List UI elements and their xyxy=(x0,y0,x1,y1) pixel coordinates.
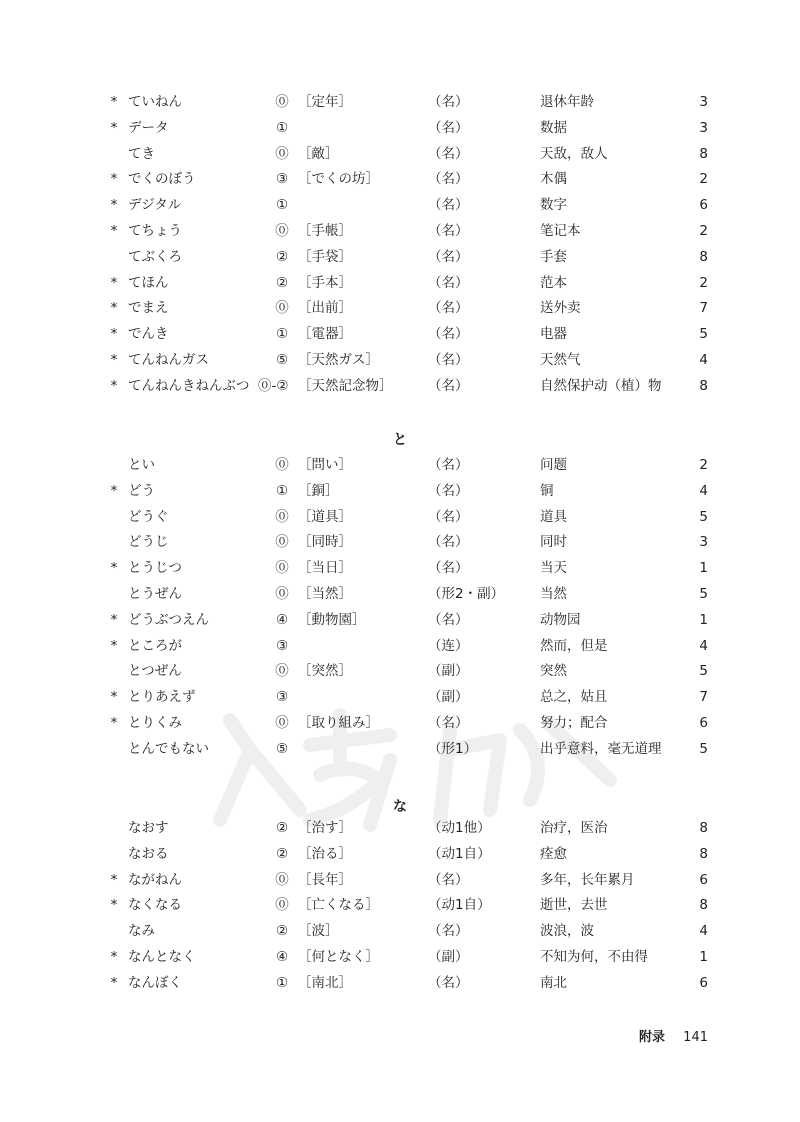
entry-accent: ⓪ xyxy=(275,145,289,162)
entry-meaning: 不知为何，不由得 xyxy=(540,949,648,965)
entry-meaning: 治疗，医治 xyxy=(540,820,608,836)
entry-kana: てんねんガス xyxy=(128,352,209,368)
entry-meaning: 出乎意料，毫无道理 xyxy=(540,740,662,757)
entry-lesson: 1 xyxy=(699,560,708,577)
entry-lesson: 4 xyxy=(699,482,708,499)
entry-lesson: 6 xyxy=(699,871,708,888)
entry-kana: なくなる xyxy=(128,897,182,914)
entry-kana: てほん xyxy=(128,274,169,291)
entry-part-of-speech: （名） xyxy=(428,611,469,628)
entry-lesson: 4 xyxy=(699,637,708,654)
entry-kanji: ［突然］ xyxy=(298,663,352,680)
entry-meaning: 总之，姑且 xyxy=(540,689,608,706)
entry-kana: どうぶつえん xyxy=(128,611,209,628)
glossary-entry xyxy=(0,115,800,141)
entry-part-of-speech: （名） xyxy=(428,248,469,265)
entry-star-mark: * xyxy=(110,377,118,394)
entry-kanji: ［治す］ xyxy=(298,820,352,836)
glossary-entry xyxy=(0,736,800,762)
entry-lesson: 8 xyxy=(699,145,708,162)
entry-meaning: 笔记本 xyxy=(540,223,581,239)
entry-kana: てちょう xyxy=(128,223,182,239)
entry-lesson: 7 xyxy=(699,689,708,706)
entry-lesson: 5 xyxy=(699,740,708,757)
entry-meaning: 自然保护动（植）物 xyxy=(540,377,662,394)
entry-star-mark: * xyxy=(110,197,118,214)
entry-star-mark: * xyxy=(110,326,118,343)
entry-kanji: ［銅］ xyxy=(298,482,339,499)
entry-lesson: 3 xyxy=(699,94,708,110)
glossary-entry xyxy=(0,192,800,218)
entry-kana: でんき xyxy=(128,326,169,343)
entry-meaning: 努力；配合 xyxy=(540,715,608,731)
entry-accent: ① xyxy=(275,326,289,343)
entry-meaning: 电器 xyxy=(540,326,567,343)
entry-kanji: ［波］ xyxy=(298,923,339,940)
entry-kanji: ［電器］ xyxy=(298,326,352,343)
entry-kanji: ［同時］ xyxy=(298,534,352,551)
entry-accent: ② xyxy=(275,845,289,862)
entry-accent: ⓪ xyxy=(275,223,289,239)
glossary-entry xyxy=(0,347,800,373)
entry-lesson: 5 xyxy=(699,586,708,602)
entry-accent: ⓪ xyxy=(275,534,289,551)
glossary-entry xyxy=(0,166,800,192)
entry-part-of-speech: （动1自） xyxy=(428,845,491,862)
entry-kana: なんとなく xyxy=(128,949,196,965)
glossary-entry xyxy=(0,658,800,684)
glossary-entry xyxy=(0,270,800,296)
entry-star-mark: * xyxy=(110,897,118,914)
entry-part-of-speech: （动1自） xyxy=(428,897,491,914)
entry-meaning: 木偶 xyxy=(540,171,567,188)
entry-part-of-speech: （名） xyxy=(428,94,469,110)
entry-lesson: 5 xyxy=(699,508,708,525)
entry-kana: とい xyxy=(128,457,155,473)
entry-part-of-speech: （名） xyxy=(428,119,469,136)
entry-lesson: 8 xyxy=(699,377,708,394)
entry-kana: なおる xyxy=(128,845,169,862)
entry-part-of-speech: （动1他） xyxy=(428,820,491,836)
entry-kanji: ［天然記念物］ xyxy=(298,377,393,394)
entry-part-of-speech: （名） xyxy=(428,508,469,525)
entry-lesson: 3 xyxy=(699,119,708,136)
glossary-entry xyxy=(0,218,800,244)
entry-kanji: ［亡くなる］ xyxy=(298,897,379,914)
entry-lesson: 2 xyxy=(699,223,708,239)
entry-accent: ④ xyxy=(275,949,289,965)
entry-meaning: 手套 xyxy=(540,248,567,265)
glossary-entry xyxy=(0,918,800,944)
entry-part-of-speech: （名） xyxy=(428,300,469,317)
entry-accent: ③ xyxy=(275,689,289,706)
entry-accent: ② xyxy=(275,820,289,836)
entry-part-of-speech: （名） xyxy=(428,352,469,368)
entry-part-of-speech: （副） xyxy=(428,663,469,680)
glossary-entry xyxy=(0,504,800,530)
entry-accent: ④ xyxy=(275,611,289,628)
entry-kanji: ［でくの坊］ xyxy=(298,171,379,188)
entry-kana: ながねん xyxy=(128,871,182,888)
glossary-entry xyxy=(0,633,800,659)
entry-part-of-speech: （名） xyxy=(428,223,469,239)
glossary-entry xyxy=(0,867,800,893)
entry-kana: ところが xyxy=(128,637,182,654)
entry-kanji: ［定年］ xyxy=(298,94,352,110)
entry-meaning: 多年，长年累月 xyxy=(540,871,635,888)
entry-star-mark: * xyxy=(110,352,118,368)
entry-part-of-speech: （名） xyxy=(428,482,469,499)
entry-kanji: ［治る］ xyxy=(298,845,352,862)
entry-lesson: 2 xyxy=(699,274,708,291)
entry-kana: どう xyxy=(128,482,155,499)
glossary-entry xyxy=(0,141,800,167)
entry-meaning: 铜 xyxy=(540,482,554,499)
entry-part-of-speech: （名） xyxy=(428,974,469,991)
entry-lesson: 6 xyxy=(699,197,708,214)
entry-meaning: 南北 xyxy=(540,974,567,991)
entry-kana: とりくみ xyxy=(128,715,182,731)
entry-meaning: 天然气 xyxy=(540,352,581,368)
entry-lesson: 8 xyxy=(699,897,708,914)
entry-meaning: 突然 xyxy=(540,663,567,680)
entry-accent: ② xyxy=(275,923,289,940)
entry-star-mark: * xyxy=(110,274,118,291)
entry-kana: なんぼく xyxy=(128,974,182,991)
entry-part-of-speech: （名） xyxy=(428,534,469,551)
glossary-entry xyxy=(0,89,800,115)
entry-part-of-speech: （形1） xyxy=(428,740,478,757)
entry-lesson: 1 xyxy=(699,611,708,628)
entry-kana: なみ xyxy=(128,923,155,940)
entry-kana: とんでもない xyxy=(128,740,209,757)
entry-kana: どうぐ xyxy=(128,508,169,525)
entry-accent: ⓪ xyxy=(275,94,289,110)
entry-kanji: ［手帳］ xyxy=(298,223,352,239)
entry-meaning: 范本 xyxy=(540,274,567,291)
entry-accent: ① xyxy=(275,119,289,136)
entry-star-mark: * xyxy=(110,689,118,706)
entry-part-of-speech: （名） xyxy=(428,923,469,940)
entry-lesson: 2 xyxy=(699,457,708,473)
entry-lesson: 6 xyxy=(699,715,708,731)
entry-lesson: 6 xyxy=(699,974,708,991)
section-heading: と xyxy=(393,432,407,448)
glossary-entry xyxy=(0,581,800,607)
entry-accent: ⓪ xyxy=(275,508,289,525)
entry-accent: ③ xyxy=(275,637,289,654)
entry-star-mark: * xyxy=(110,223,118,239)
entry-kana: とうぜん xyxy=(128,586,182,602)
entry-kanji: ［道具］ xyxy=(298,508,352,525)
entry-kanji: ［動物園］ xyxy=(298,611,366,628)
entry-star-mark: * xyxy=(110,119,118,136)
entry-part-of-speech: （名） xyxy=(428,197,469,214)
entry-kanji: ［南北］ xyxy=(298,974,352,991)
entry-meaning: 退休年龄 xyxy=(540,94,594,110)
entry-kana: とりあえず xyxy=(128,689,196,706)
entry-star-mark: * xyxy=(110,871,118,888)
glossary-entry xyxy=(0,815,800,841)
entry-kanji: ［長年］ xyxy=(298,871,352,888)
entry-lesson: 8 xyxy=(699,845,708,862)
entry-part-of-speech: （名） xyxy=(428,274,469,291)
entry-kana: でまえ xyxy=(128,300,169,317)
entry-kana: とうじつ xyxy=(128,560,182,577)
entry-part-of-speech: （名） xyxy=(428,457,469,473)
entry-star-mark: * xyxy=(110,300,118,317)
entry-accent: ⓪ xyxy=(275,586,289,602)
entry-kana: てぶくろ xyxy=(128,248,182,265)
entry-part-of-speech: （名） xyxy=(428,560,469,577)
entry-meaning: 道具 xyxy=(540,508,567,525)
entry-kana: ていねん xyxy=(128,94,182,110)
entry-accent: ⓪ xyxy=(275,300,289,317)
entry-meaning: 同时 xyxy=(540,534,567,551)
glossary-entry xyxy=(0,892,800,918)
entry-meaning: 然而，但是 xyxy=(540,637,608,654)
entry-accent: ⓪-② xyxy=(258,377,289,394)
entry-meaning: 逝世，去世 xyxy=(540,897,608,914)
page-footer xyxy=(639,1028,708,1048)
entry-meaning: 数据 xyxy=(540,119,567,136)
entry-lesson: 4 xyxy=(699,923,708,940)
entry-accent: ③ xyxy=(275,171,289,188)
entry-meaning: 送外卖 xyxy=(540,300,581,317)
entry-meaning: 天敌，敌人 xyxy=(540,145,608,162)
glossary-entry xyxy=(0,710,800,736)
entry-kana: とつぜん xyxy=(128,663,182,680)
glossary-entry xyxy=(0,321,800,347)
entry-meaning: 动物园 xyxy=(540,611,581,628)
entry-accent: ⑤ xyxy=(275,352,289,368)
entry-kanji: ［敵］ xyxy=(298,145,339,162)
entry-kana: なおす xyxy=(128,820,169,836)
glossary-entry xyxy=(0,244,800,270)
glossary-entry xyxy=(0,970,800,996)
entry-kana: データ xyxy=(128,119,169,136)
entry-accent: ⓪ xyxy=(275,871,289,888)
entry-part-of-speech: （副） xyxy=(428,689,469,706)
entry-part-of-speech: （副） xyxy=(428,949,469,965)
entry-lesson: 3 xyxy=(699,534,708,551)
entry-lesson: 2 xyxy=(699,171,708,188)
entry-lesson: 5 xyxy=(699,326,708,343)
glossary-entry xyxy=(0,607,800,633)
glossary-entry xyxy=(0,684,800,710)
entry-meaning: 痊愈 xyxy=(540,845,567,862)
entry-kana: てんねんきねんぶつ xyxy=(128,377,250,394)
entry-part-of-speech: （名） xyxy=(428,145,469,162)
glossary-entry xyxy=(0,478,800,504)
entry-accent: ⓪ xyxy=(275,715,289,731)
entry-lesson: 5 xyxy=(699,663,708,680)
entry-part-of-speech: （形2・副） xyxy=(428,586,505,602)
entry-lesson: 4 xyxy=(699,352,708,368)
entry-star-mark: * xyxy=(110,974,118,991)
entry-kanji: ［出前］ xyxy=(298,300,352,317)
entry-part-of-speech: （名） xyxy=(428,326,469,343)
entry-meaning: 问题 xyxy=(540,457,567,473)
entry-accent: ⑤ xyxy=(275,740,289,757)
entry-accent: ② xyxy=(275,248,289,265)
entry-kanji: ［問い］ xyxy=(298,457,352,473)
entry-kanji: ［何となく］ xyxy=(298,949,379,965)
entry-part-of-speech: （名） xyxy=(428,377,469,394)
glossary-entry xyxy=(0,373,800,399)
entry-kana: デジタル xyxy=(128,197,182,214)
entry-accent: ⓪ xyxy=(275,457,289,473)
entry-star-mark: * xyxy=(110,94,118,110)
entry-kanji: ［手本］ xyxy=(298,274,352,291)
entry-part-of-speech: （名） xyxy=(428,171,469,188)
entry-star-mark: * xyxy=(110,560,118,577)
glossary-entry xyxy=(0,529,800,555)
glossary-entry xyxy=(0,452,800,478)
entry-kana: でくのぼう xyxy=(128,171,196,188)
entry-meaning: 波浪，波 xyxy=(540,923,594,940)
entry-part-of-speech: （名） xyxy=(428,715,469,731)
entry-accent: ① xyxy=(275,197,289,214)
entry-accent: ② xyxy=(275,274,289,291)
entry-meaning: 数字 xyxy=(540,197,567,214)
entry-star-mark: * xyxy=(110,637,118,654)
entry-accent: ① xyxy=(275,974,289,991)
section-heading: な xyxy=(393,799,407,815)
entry-lesson: 7 xyxy=(699,300,708,317)
entry-kanji: ［当日］ xyxy=(298,560,352,577)
entry-star-mark: * xyxy=(110,482,118,499)
entry-part-of-speech: （连） xyxy=(428,637,469,654)
entry-kanji: ［天然ガス］ xyxy=(298,352,379,368)
entry-accent: ⓪ xyxy=(275,897,289,914)
glossary-entry xyxy=(0,944,800,970)
entry-meaning: 当天 xyxy=(540,560,567,577)
page-number: 141 xyxy=(683,1030,708,1045)
entry-accent: ⓪ xyxy=(275,663,289,680)
entry-meaning: 当然 xyxy=(540,586,567,602)
glossary-entry xyxy=(0,555,800,581)
glossary-entry xyxy=(0,841,800,867)
entry-star-mark: * xyxy=(110,611,118,628)
entry-star-mark: * xyxy=(110,171,118,188)
entry-lesson: 8 xyxy=(699,820,708,836)
glossary-entry xyxy=(0,295,800,321)
entry-lesson: 8 xyxy=(699,248,708,265)
entry-star-mark: * xyxy=(110,715,118,731)
entry-kanji: ［取り組み］ xyxy=(298,715,379,731)
entry-accent: ⓪ xyxy=(275,560,289,577)
footer-label: 附录 xyxy=(639,1030,666,1045)
entry-star-mark: * xyxy=(110,949,118,965)
entry-kana: どうじ xyxy=(128,534,169,551)
entry-kanji: ［当然］ xyxy=(298,586,352,602)
entry-lesson: 1 xyxy=(699,949,708,965)
entry-kanji: ［手袋］ xyxy=(298,248,352,265)
entry-kana: てき xyxy=(128,145,155,162)
entry-accent: ① xyxy=(275,482,289,499)
entry-part-of-speech: （名） xyxy=(428,871,469,888)
